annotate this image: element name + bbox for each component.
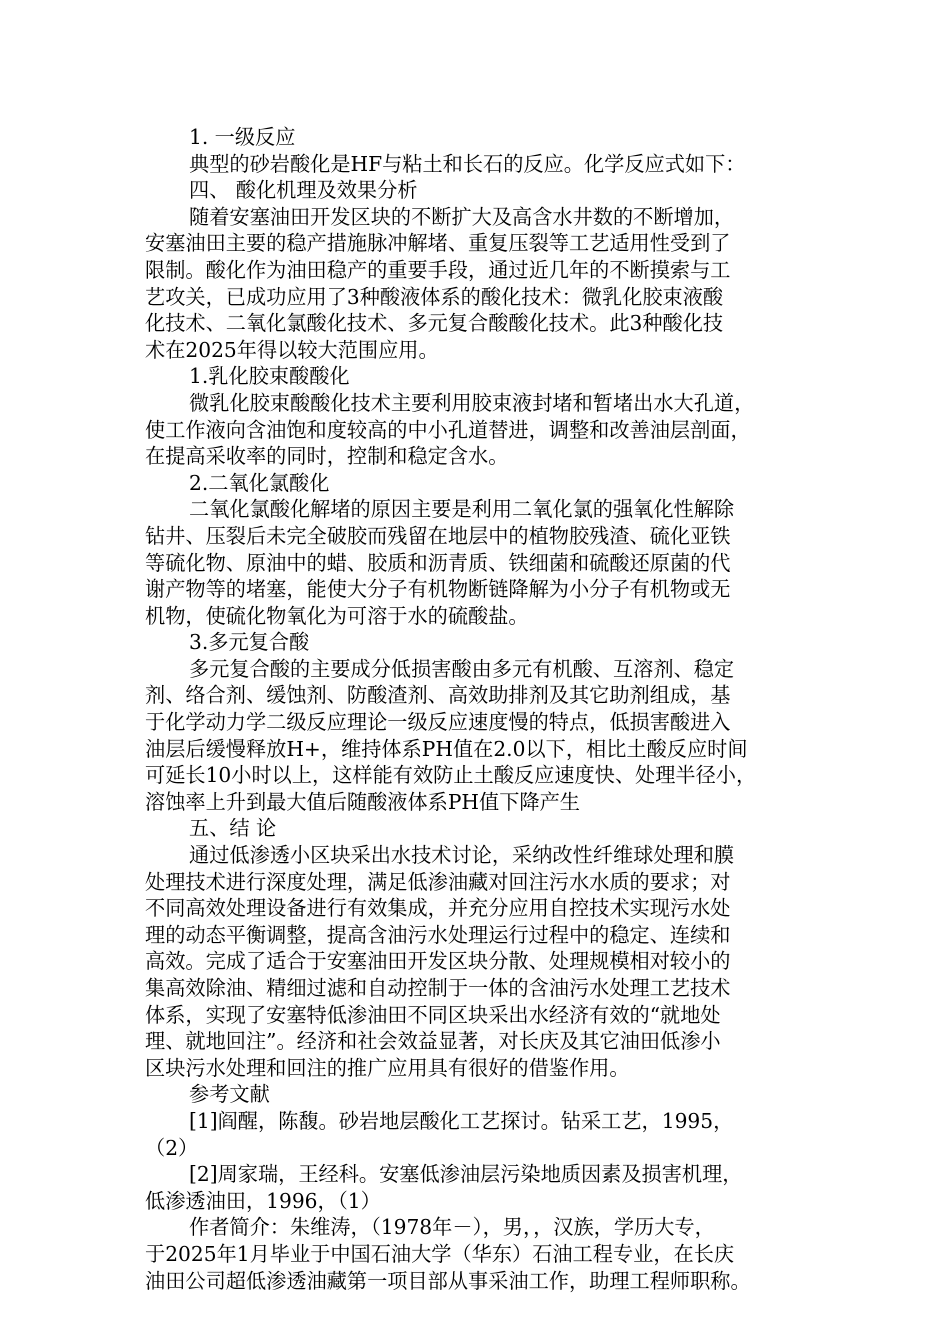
text-line: 限制。酸化作为油田稳产的重要手段，通过近几年的不断摸索与工 [145, 257, 731, 282]
text-line: 二氧化氯酸化解堵的原因主要是利用二氧化氯的强氧化性解除 [189, 497, 735, 522]
text-line: 剂、络合剂、缓蚀剂、防酸渣剂、高效助排剂及其它助剂组成，基 [145, 683, 731, 708]
text-line: 不同高效处理设备进行有效集成，并充分应用自控技术实现污水处 [145, 896, 731, 921]
text-line: 钻井、压裂后未完全破胶而残留在地层中的植物胶残渣、硫化亚铁 [145, 523, 731, 548]
text-line: 溶蚀率上升到最大值后随酸液体系PH值下降产生 [145, 789, 580, 814]
text-line: 油层后缓慢释放H+，维持体系PH值在2.0以下，相比土酸反应时间 [145, 736, 748, 761]
text-line: 化技术、二氧化氯酸化技术、多元复合酸酸化技术。此3种酸化技 [145, 311, 724, 336]
text-line: 体系，实现了安塞特低渗油田不同区块采出水经济有效的“就地处 [145, 1002, 721, 1027]
text-line: 处理技术进行深度处理，满足低渗油藏对回注污水水质的要求；对 [145, 869, 731, 894]
text-line: 微乳化胶束酸酸化技术主要利用胶束液封堵和暂堵出水大孔道， [189, 390, 755, 415]
text-line: 于2025年1月毕业于中国石油大学（华东）石油工程专业，在长庆 [145, 1241, 735, 1266]
text-line: 低渗透油田，1996，（1） [145, 1188, 381, 1213]
text-line: 典型的砂岩酸化是HF与粘土和长石的反应。化学反应式如下： [189, 151, 746, 176]
text-line: 作者简介：朱维涛，（1978年－），男，，汉族，学历大专， [189, 1215, 715, 1240]
text-line: 2.二氧化氯酸化 [189, 470, 330, 495]
text-line: 谢产物等的堵塞，能使大分子有机物断链降解为小分子有机物或无 [145, 577, 731, 602]
text-line: 四、 酸化机理及效果分析 [189, 178, 418, 203]
text-line: 理、就地回注”。经济和社会效益显著，对长庆及其它油田低渗小 [145, 1029, 721, 1054]
text-line: 油田公司超低渗透油藏第一项目部从事采油工作，助理工程师职称。 [145, 1268, 751, 1293]
text-line: 可延长10小时以上，这样能有效防止土酸反应速度快、处理半径小， [145, 763, 757, 788]
text-line: 理的动态平衡调整，提高含油污水处理运行过程中的稳定、连续和 [145, 922, 731, 947]
text-line: 艺攻关，已成功应用了3种酸液体系的酸化技术：微乳化胶束液酸 [145, 284, 724, 309]
text-line: 集高效除油、精细过滤和自动控制于一体的含油污水处理工艺技术 [145, 976, 731, 1000]
text-line: 安塞油田主要的稳产措施脉冲解堵、重复压裂等工艺适用性受到了 [145, 231, 731, 256]
text-line: 高效。完成了适合于安塞油田开发区块分散、处理规模相对较小的 [145, 949, 731, 974]
text-line: 等硫化物、原油中的蜡、胶质和沥青质、铁细菌和硫酸还原菌的代 [145, 550, 731, 575]
text-line: 机物，使硫化物氧化为可溶于水的硫酸盐。 [145, 603, 529, 628]
text-line: 参考文献 [189, 1082, 270, 1107]
text-line: 术在2025年得以较大范围应用。 [145, 337, 439, 362]
document-body [145, 124, 810, 1294]
text-line: 多元复合酸的主要成分低损害酸由多元有机酸、互溶剂、稳定 [189, 656, 735, 681]
text-line: 使工作液向含油饱和度较高的中小孔道替进，调整和改善油层剖面， [145, 417, 751, 442]
text-line: 随着安塞油田开发区块的不断扩大及高含水井数的不断增加， [189, 204, 735, 229]
text-line: 五、结 论 [189, 816, 277, 841]
text-line: （2） [145, 1135, 199, 1160]
text-line: 区块污水处理和回注的推广应用具有很好的借鉴作用。 [145, 1055, 630, 1080]
text-line: 3.多元复合酸 [189, 630, 310, 655]
text-line: [2]周家瑞，王经科。安塞低渗油层污染地质因素及损害机理， [189, 1162, 743, 1187]
text-line: 在提高采收率的同时，控制和稳定含水。 [145, 444, 509, 469]
text-line: 1. 一级反应 [189, 125, 296, 149]
text-line: 于化学动力学二级反应理论一级反应速度慢的特点，低损害酸进入 [145, 710, 731, 735]
text-line: 1.乳化胶束酸酸化 [189, 364, 350, 389]
text-line: [1]阎醒，陈馥。砂岩地层酸化工艺探讨。钻采工艺，1995， [189, 1108, 734, 1133]
text-line: 通过低渗透小区块采出水技术讨论，采纳改性纤维球处理和膜 [189, 843, 735, 868]
